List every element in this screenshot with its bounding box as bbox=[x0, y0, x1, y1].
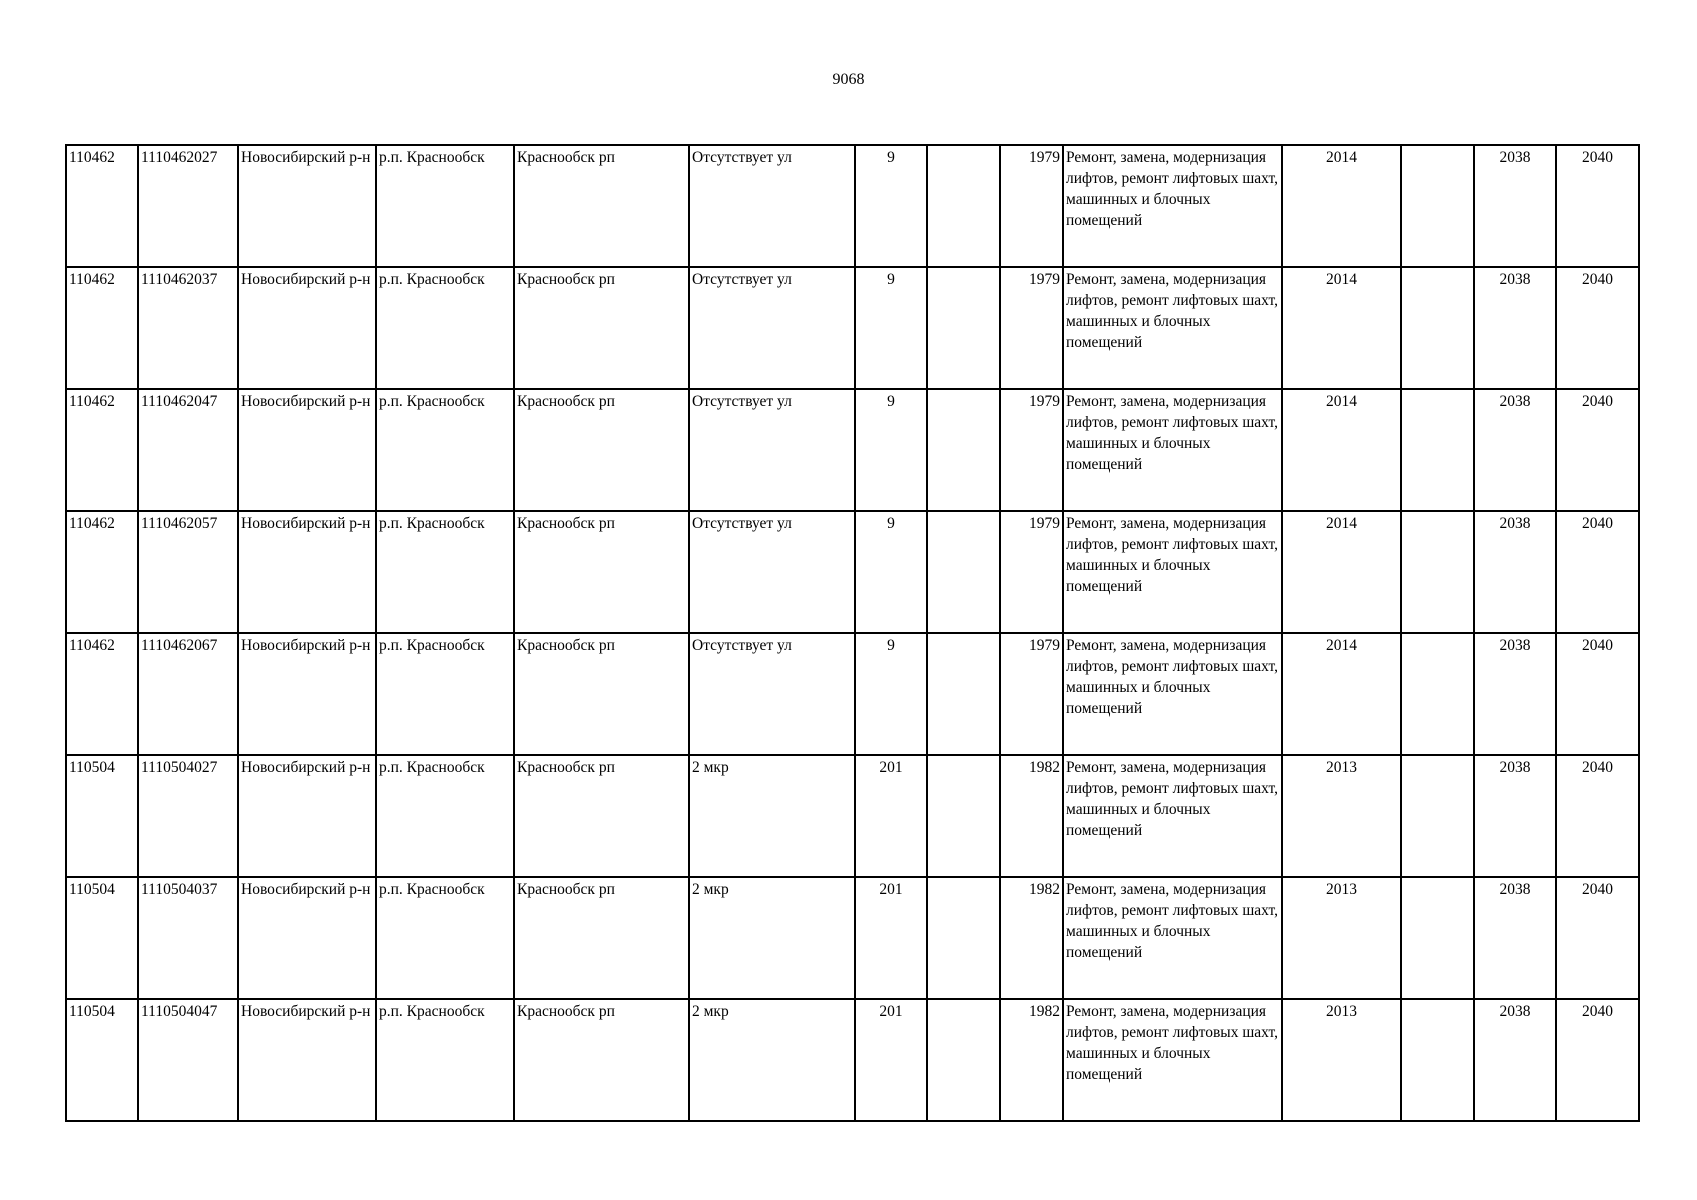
cell-house-number: 9 bbox=[855, 633, 927, 755]
cell-build-year: 1979 bbox=[1000, 389, 1063, 511]
cell-object-code: 1110462027 bbox=[138, 145, 238, 267]
cell-work-type: Ремонт, замена, модернизация лифтов, ремонт лифтовых шахт, машинных и блочных помещений bbox=[1063, 877, 1282, 999]
registry-table bbox=[65, 144, 1640, 1122]
cell-plan-end-year: 2040 bbox=[1556, 267, 1639, 389]
cell-empty-a bbox=[927, 511, 1000, 633]
cell-build-year: 1982 bbox=[1000, 999, 1063, 1121]
cell-building-code: 110504 bbox=[66, 999, 138, 1121]
cell-empty-b bbox=[1401, 999, 1474, 1121]
cell-empty-a bbox=[927, 633, 1000, 755]
cell-work-type: Ремонт, замена, модернизация лифтов, ремонт лифтовых шахт, машинных и блочных помещений bbox=[1063, 145, 1282, 267]
cell-last-repair-year: 2014 bbox=[1282, 389, 1401, 511]
cell-building-code: 110462 bbox=[66, 389, 138, 511]
cell-plan-end-year: 2040 bbox=[1556, 999, 1639, 1121]
cell-empty-a bbox=[927, 267, 1000, 389]
cell-building-code: 110504 bbox=[66, 877, 138, 999]
cell-empty-b bbox=[1401, 267, 1474, 389]
cell-plan-start-year: 2038 bbox=[1474, 633, 1556, 755]
cell-empty-b bbox=[1401, 511, 1474, 633]
cell-last-repair-year: 2014 bbox=[1282, 511, 1401, 633]
cell-empty-b bbox=[1401, 877, 1474, 999]
cell-work-type: Ремонт, замена, модернизация лифтов, ремонт лифтовых шахт, машинных и блочных помещений bbox=[1063, 389, 1282, 511]
cell-building-code: 110462 bbox=[66, 267, 138, 389]
cell-building-code: 110504 bbox=[66, 755, 138, 877]
cell-plan-end-year: 2040 bbox=[1556, 877, 1639, 999]
cell-plan-start-year: 2038 bbox=[1474, 877, 1556, 999]
cell-district: Новосибирский р-н bbox=[238, 633, 376, 755]
cell-house-number: 201 bbox=[855, 877, 927, 999]
cell-build-year: 1982 bbox=[1000, 877, 1063, 999]
cell-build-year: 1982 bbox=[1000, 755, 1063, 877]
table-row bbox=[66, 145, 1639, 267]
cell-settlement: р.п. Краснообск bbox=[376, 633, 514, 755]
cell-street: 2 мкр bbox=[689, 999, 855, 1121]
registry-table-body bbox=[66, 145, 1639, 1121]
cell-last-repair-year: 2013 bbox=[1282, 999, 1401, 1121]
cell-street: 2 мкр bbox=[689, 755, 855, 877]
table-row bbox=[66, 755, 1639, 877]
cell-locality: Краснообск рп bbox=[514, 877, 689, 999]
cell-plan-end-year: 2040 bbox=[1556, 145, 1639, 267]
cell-last-repair-year: 2014 bbox=[1282, 267, 1401, 389]
cell-work-type: Ремонт, замена, модернизация лифтов, ремонт лифтовых шахт, машинных и блочных помещений bbox=[1063, 999, 1282, 1121]
cell-settlement: р.п. Краснообск bbox=[376, 145, 514, 267]
cell-street: 2 мкр bbox=[689, 877, 855, 999]
cell-plan-start-year: 2038 bbox=[1474, 755, 1556, 877]
cell-empty-b bbox=[1401, 389, 1474, 511]
cell-building-code: 110462 bbox=[66, 145, 138, 267]
cell-object-code: 1110462057 bbox=[138, 511, 238, 633]
cell-empty-b bbox=[1401, 755, 1474, 877]
cell-settlement: р.п. Краснообск bbox=[376, 389, 514, 511]
cell-plan-end-year: 2040 bbox=[1556, 755, 1639, 877]
cell-plan-end-year: 2040 bbox=[1556, 511, 1639, 633]
cell-empty-a bbox=[927, 877, 1000, 999]
cell-last-repair-year: 2014 bbox=[1282, 145, 1401, 267]
cell-district: Новосибирский р-н bbox=[238, 999, 376, 1121]
cell-last-repair-year: 2013 bbox=[1282, 755, 1401, 877]
cell-district: Новосибирский р-н bbox=[238, 877, 376, 999]
cell-settlement: р.п. Краснообск bbox=[376, 999, 514, 1121]
cell-settlement: р.п. Краснообск bbox=[376, 511, 514, 633]
cell-locality: Краснообск рп bbox=[514, 755, 689, 877]
table-row bbox=[66, 511, 1639, 633]
cell-plan-end-year: 2040 bbox=[1556, 389, 1639, 511]
cell-build-year: 1979 bbox=[1000, 145, 1063, 267]
cell-street: Отсутствует ул bbox=[689, 145, 855, 267]
table-row bbox=[66, 633, 1639, 755]
cell-empty-a bbox=[927, 389, 1000, 511]
table-row bbox=[66, 877, 1639, 999]
cell-object-code: 1110462047 bbox=[138, 389, 238, 511]
cell-last-repair-year: 2013 bbox=[1282, 877, 1401, 999]
cell-house-number: 201 bbox=[855, 999, 927, 1121]
cell-district: Новосибирский р-н bbox=[238, 267, 376, 389]
cell-work-type: Ремонт, замена, модернизация лифтов, ремонт лифтовых шахт, машинных и блочных помещений bbox=[1063, 511, 1282, 633]
cell-object-code: 1110462067 bbox=[138, 633, 238, 755]
cell-building-code: 110462 bbox=[66, 511, 138, 633]
cell-work-type: Ремонт, замена, модернизация лифтов, ремонт лифтовых шахт, машинных и блочных помещений bbox=[1063, 267, 1282, 389]
cell-settlement: р.п. Краснообск bbox=[376, 267, 514, 389]
cell-house-number: 9 bbox=[855, 267, 927, 389]
cell-plan-start-year: 2038 bbox=[1474, 389, 1556, 511]
cell-empty-b bbox=[1401, 633, 1474, 755]
cell-locality: Краснообск рп bbox=[514, 389, 689, 511]
cell-plan-start-year: 2038 bbox=[1474, 511, 1556, 633]
cell-street: Отсутствует ул bbox=[689, 511, 855, 633]
table-row bbox=[66, 389, 1639, 511]
cell-district: Новосибирский р-н bbox=[238, 145, 376, 267]
cell-plan-start-year: 2038 bbox=[1474, 267, 1556, 389]
cell-street: Отсутствует ул bbox=[689, 633, 855, 755]
cell-object-code: 1110504047 bbox=[138, 999, 238, 1121]
cell-district: Новосибирский р-н bbox=[238, 511, 376, 633]
cell-house-number: 9 bbox=[855, 145, 927, 267]
cell-object-code: 1110462037 bbox=[138, 267, 238, 389]
cell-work-type: Ремонт, замена, модернизация лифтов, ремонт лифтовых шахт, машинных и блочных помещений bbox=[1063, 755, 1282, 877]
cell-street: Отсутствует ул bbox=[689, 389, 855, 511]
cell-building-code: 110462 bbox=[66, 633, 138, 755]
cell-street: Отсутствует ул bbox=[689, 267, 855, 389]
cell-last-repair-year: 2014 bbox=[1282, 633, 1401, 755]
page-number: 9068 bbox=[832, 71, 865, 88]
table-row bbox=[66, 999, 1639, 1121]
cell-build-year: 1979 bbox=[1000, 511, 1063, 633]
cell-empty-a bbox=[927, 755, 1000, 877]
cell-district: Новосибирский р-н bbox=[238, 755, 376, 877]
cell-work-type: Ремонт, замена, модернизация лифтов, ремонт лифтовых шахт, машинных и блочных помещений bbox=[1063, 633, 1282, 755]
cell-locality: Краснообск рп bbox=[514, 999, 689, 1121]
cell-object-code: 1110504027 bbox=[138, 755, 238, 877]
cell-plan-start-year: 2038 bbox=[1474, 145, 1556, 267]
cell-settlement: р.п. Краснообск bbox=[376, 877, 514, 999]
cell-house-number: 201 bbox=[855, 755, 927, 877]
cell-plan-start-year: 2038 bbox=[1474, 999, 1556, 1121]
cell-build-year: 1979 bbox=[1000, 633, 1063, 755]
cell-build-year: 1979 bbox=[1000, 267, 1063, 389]
cell-empty-a bbox=[927, 999, 1000, 1121]
cell-plan-end-year: 2040 bbox=[1556, 633, 1639, 755]
cell-locality: Краснообск рп bbox=[514, 267, 689, 389]
cell-house-number: 9 bbox=[855, 389, 927, 511]
table-row bbox=[66, 267, 1639, 389]
cell-empty-b bbox=[1401, 145, 1474, 267]
cell-district: Новосибирский р-н bbox=[238, 389, 376, 511]
cell-object-code: 1110504037 bbox=[138, 877, 238, 999]
cell-settlement: р.п. Краснообск bbox=[376, 755, 514, 877]
cell-empty-a bbox=[927, 145, 1000, 267]
cell-locality: Краснообск рп bbox=[514, 145, 689, 267]
cell-locality: Краснообск рп bbox=[514, 511, 689, 633]
cell-house-number: 9 bbox=[855, 511, 927, 633]
cell-locality: Краснообск рп bbox=[514, 633, 689, 755]
